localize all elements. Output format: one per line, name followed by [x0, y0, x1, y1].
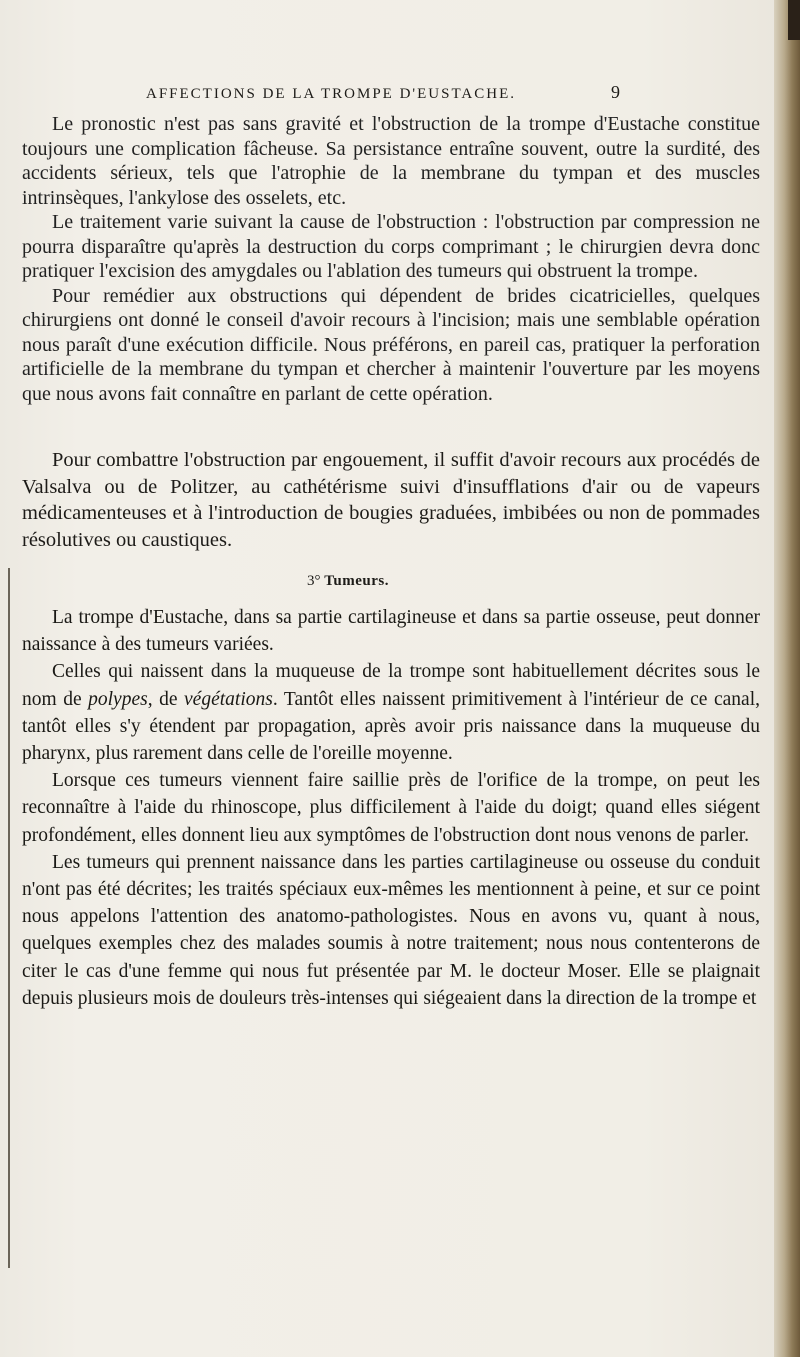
- section-heading: [307, 573, 389, 590]
- margin-rule: [8, 568, 10, 1268]
- page-number: 9: [611, 82, 620, 102]
- polypes-term: polypes: [88, 688, 148, 710]
- mid-text-block: [22, 447, 760, 553]
- polypes-text-between: , de: [147, 688, 185, 710]
- binding-edge: [774, 0, 800, 1357]
- polypes-text-after: . Tantôt elles naissent primitivement à l'intérieur de ce canal, tantôt elles s'y étendent par propagation, après avoir pris naissance dans la muqueuse du pharynx, plus rarement dans celle de l'oreille moyenne.: [22, 688, 760, 765]
- vegetations-term: végétations: [184, 688, 273, 710]
- paragraph-brides: Pour remédier aux obstructions qui dépendent de brides cicatricielles, quelques chirurgiens ont donné le conseil d'avoir recours à l'incision; mais une semblable opération nous paraît d'une exécution difficile. Nous préférons, en pareil cas, pratiquer la perforation artificielle de la membrane du tympan et chercher à maintenir l'ouverture par les moyens que nous avons fait connaître en parlant de cette opération.: [22, 284, 760, 405]
- binding-shadow: [788, 0, 800, 40]
- paragraph-rhinoscope: Lorsque ces tumeurs viennent faire saillie près de l'orifice de la trompe, on peut les reconnaître à l'aide du rhinoscope, plus difficilement à l'aide du doigt; quand elles siégent profondément, elles donnent lieu aux symptômes de l'obstruction dont nous venons de parler.: [22, 770, 760, 846]
- running-header: AFFECTIONS DE LA TROMPE D'EUSTACHE.: [146, 86, 516, 102]
- polypes-text-before: Celles qui naissent dans la muqueuse de la trompe sont habituellement décrites sous le nom de: [22, 661, 760, 710]
- top-text-block: [22, 112, 760, 406]
- paragraph-engouement: Pour combattre l'obstruction par engouement, il suffit d'avoir recours aux procédés de Valsalva ou de Politzer, au cathétérisme suivi d'insufflations d'air ou de vapeurs médicamenteuses et à l'introduction de bougies graduées, imbibées ou non de pommades résolutives ou caustiques.: [22, 449, 760, 551]
- section-number: 3°: [307, 573, 321, 589]
- bottom-text-block: [22, 604, 760, 1012]
- paragraph-traitement: Le traitement varie suivant la cause de l'obstruction : l'obstruction par compression ne pourra disparaître qu'après la destruction du corps comprimant ; le chirurgien devra donc pratiquer l'excision des amygdales ou l'ablation des tumeurs qui obstruent la trompe.: [22, 211, 760, 282]
- section-title: Tumeurs.: [324, 573, 389, 589]
- paragraph-polypes: [22, 658, 760, 767]
- paragraph-pronostic: Le pronostic n'est pas sans gravité et l'obstruction de la trompe d'Eustache constitue toujours une complication fâcheuse. Sa persistance entraîne souvent, outre la surdité, des accidents sérieux, tels que l'atrophie de la membrane du tympan et des muscles intrinsèques, l'ankylose des osselets, etc.: [22, 113, 760, 209]
- paragraph-moser: Les tumeurs qui prennent naissance dans les parties cartilagineuse ou osseuse du conduit n'ont pas été décrites; les traités spéciaux eux-mêmes les mentionnent à peine, et sur ce point nous appelons l'attention des anatomo-pathologistes. Nous en avons vu, quant à nous, quelques exemples chez des malades soumis à notre traitement; nous nous contenterons de citer le cas d'une femme qui nous fut présentée par M. le docteur Moser. Elle se plaignait depuis plusieurs mois de douleurs très-intenses qui siégeaient dans la direction de la trompe et: [22, 851, 760, 1009]
- paragraph-trompe-tumeurs: La trompe d'Eustache, dans sa partie cartilagineuse et dans sa partie osseuse, peut donner naissance à des tumeurs variées.: [22, 607, 760, 656]
